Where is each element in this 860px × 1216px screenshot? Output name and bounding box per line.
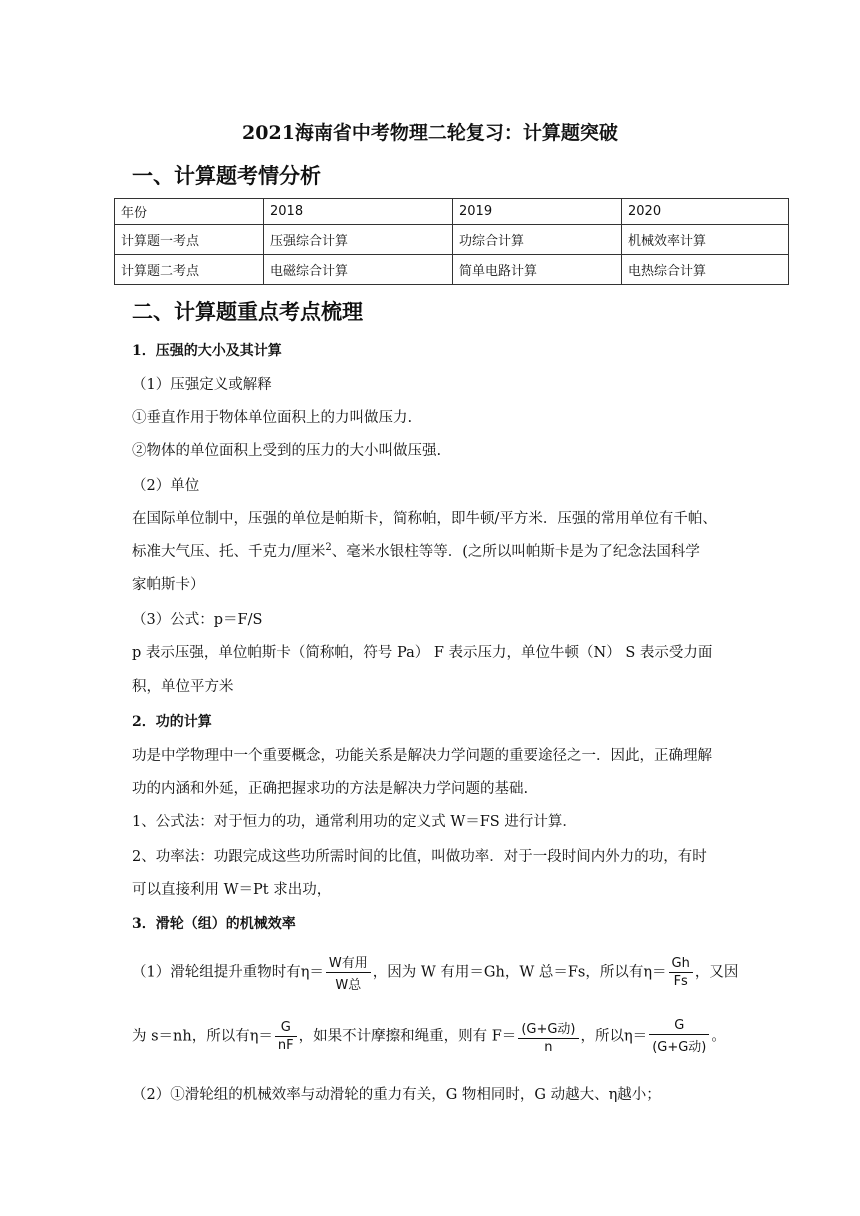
table-cell: 功综合计算 <box>453 225 622 255</box>
paragraph: 功是中学物理中一个重要概念，功能关系是解决力学问题的重要途径之一．因此，正确理解 <box>132 748 712 764</box>
text-span: 标准大气压、托、千克力/厘米 <box>132 544 326 560</box>
table-header-cell: 2018 <box>264 199 453 225</box>
fraction-denominator: n <box>544 1040 553 1055</box>
table-header-cell: 2019 <box>453 199 622 225</box>
exam-analysis-table <box>114 198 789 285</box>
text-span: 、毫米水银柱等等．(之所以叫帕斯卡是为了纪念法国科学 <box>331 544 700 560</box>
paragraph: 可以直接利用 W＝Pt 求出功， <box>132 882 332 898</box>
paragraph-efficiency-2 <box>132 1018 726 1055</box>
table-cell: 计算题一考点 <box>115 225 264 255</box>
paragraph: p 表示压强，单位帕斯卡（简称帕，符号 Pa） F 表示压力，单位牛顿（N） S 表示受力面 <box>132 645 713 661</box>
section-heading-analysis: 一、计算题考情分析 <box>132 163 321 188</box>
superscript: 2 <box>325 542 332 554</box>
text-span: ，又因 <box>694 964 739 981</box>
table-cell: 电磁综合计算 <box>264 255 453 285</box>
topic-heading-efficiency: 3．滑轮（组）的机械效率 <box>132 916 296 932</box>
fraction-numerator: G <box>649 1018 709 1035</box>
page-title: 2021海南省中考物理二轮复习：计算题突破 <box>242 122 618 144</box>
table-header-row <box>115 199 789 225</box>
paragraph-efficiency-1 <box>132 952 738 993</box>
paragraph: 2、功率法：功跟完成这些功所需时间的比值，叫做功率．对于一段时间内外力的功，有时 <box>132 849 707 865</box>
text-span: 为 s＝nh，所以有η＝ <box>132 1028 273 1045</box>
fraction-numerator: Gh <box>669 956 693 973</box>
paragraph: （1）压强定义或解释 <box>132 377 272 393</box>
table-row <box>115 255 789 285</box>
text-span: ，因为 W 有用＝Gh，W 总＝Fs，所以有η＝ <box>372 964 667 981</box>
fraction-numerator: (G+G动) <box>518 1018 578 1039</box>
fraction-denominator: W总 <box>335 978 362 993</box>
paragraph <box>132 540 700 561</box>
text-span: ，所以η＝ <box>580 1028 648 1045</box>
paragraph: 家帕斯卡） <box>132 577 205 593</box>
fraction-numerator: G <box>275 1020 297 1037</box>
topic-heading-pressure: 1．压强的大小及其计算 <box>132 343 282 359</box>
section-heading-review: 二、计算题重点考点梳理 <box>132 299 363 324</box>
table-row <box>115 225 789 255</box>
fraction-denominator: Fs <box>673 974 688 989</box>
paragraph: ①垂直作用于物体单位面积上的力叫做压力. <box>132 410 413 426</box>
fraction-efficiency-formula <box>649 1018 709 1055</box>
fraction-force-formula <box>518 1018 578 1055</box>
paragraph: 1、公式法：对于恒力的功，通常利用功的定义式 W＝FS 进行计算． <box>132 814 577 830</box>
fraction-denominator: nF <box>277 1038 294 1053</box>
table-cell: 压强综合计算 <box>264 225 453 255</box>
table-cell: 计算题二考点 <box>115 255 264 285</box>
fraction-numerator: W有用 <box>326 952 371 973</box>
paragraph: （2）①滑轮组的机械效率与动滑轮的重力有关，G 物相同时，G 动越大、η越小； <box>132 1087 661 1103</box>
table-header-cell: 年份 <box>115 199 264 225</box>
fraction-denominator: (G+G动) <box>652 1040 707 1055</box>
paragraph: （2）单位 <box>132 478 200 494</box>
paragraph: ②物体的单位面积上受到的压力的大小叫做压强. <box>132 443 442 459</box>
text-span: （1）滑轮组提升重物时有η＝ <box>132 964 324 981</box>
topic-heading-work: 2．功的计算 <box>132 714 212 730</box>
formula-label: （3）公式：p＝F/S <box>132 612 263 628</box>
text-span: 。 <box>711 1028 726 1045</box>
table-cell: 机械效率计算 <box>622 225 789 255</box>
fraction-g-over-nf <box>275 1020 297 1053</box>
table-cell: 电热综合计算 <box>622 255 789 285</box>
paragraph: 在国际单位制中，压强的单位是帕斯卡，简称帕，即牛顿/平方米．压强的常用单位有千帕、 <box>132 511 717 527</box>
table-header-cell: 2020 <box>622 199 789 225</box>
paragraph: 积，单位平方米 <box>132 679 234 695</box>
fraction-w-useful-over-w-total <box>326 952 371 993</box>
table-cell: 简单电路计算 <box>453 255 622 285</box>
fraction-gh-over-fs <box>669 956 693 989</box>
paragraph: 功的内涵和外延，正确把握求功的方法是解决力学问题的基础. <box>132 781 529 797</box>
text-span: ，如果不计摩擦和绳重，则有 F＝ <box>298 1028 517 1045</box>
